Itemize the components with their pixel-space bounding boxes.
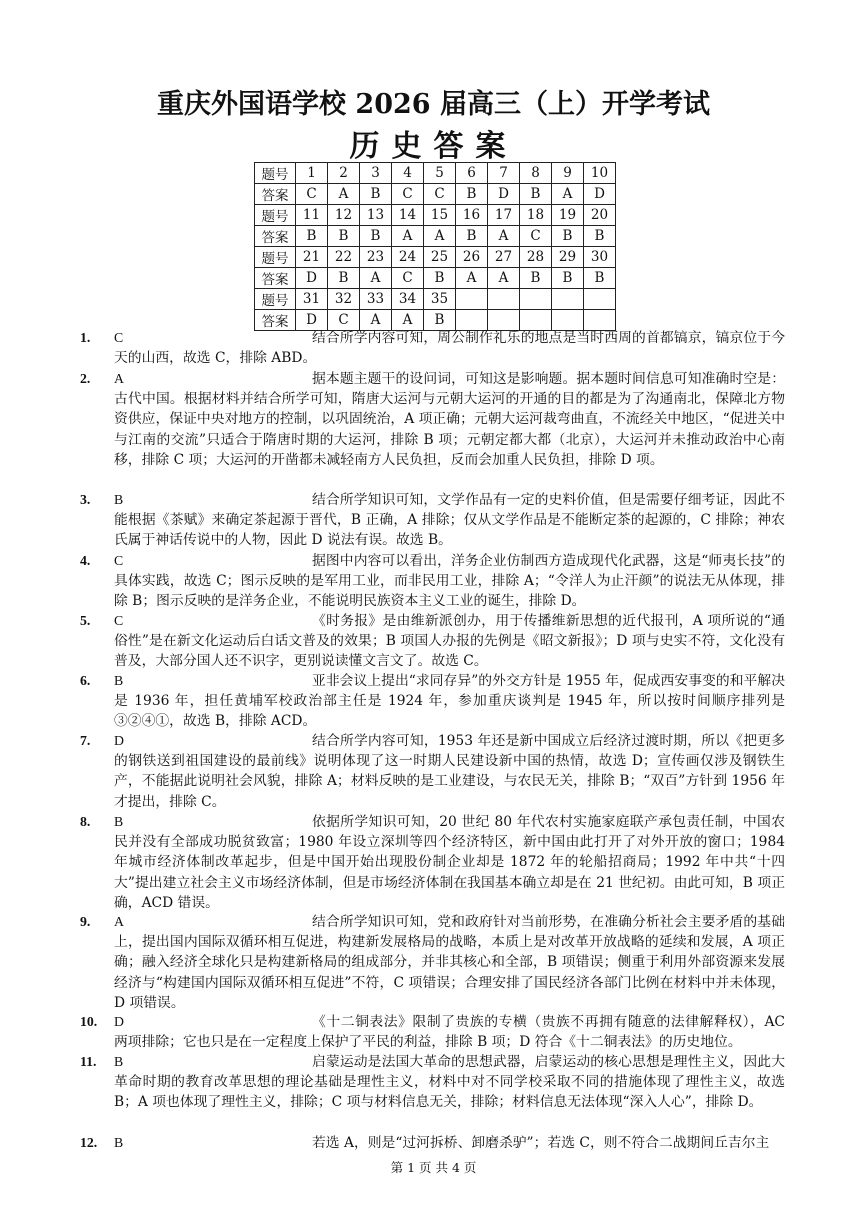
answer-table-cell: D [296, 310, 328, 331]
answer-table-row [255, 184, 616, 205]
answer-table-cell: B [296, 226, 328, 247]
answer-table-cell [584, 289, 616, 310]
explanation-text: 据本题主题干的设问词，可知这是影响题。据本题时间信息可知准确时空是：古代中国。根据材料并结合所学可知，隋唐大运河与元朝大运河的开通的目的都是为了沟通南北，保障北方物资供应，保证中央对地方的控制，以巩固统治，A 项正确；元朝大运河裁弯曲直，不流经关中地区，“促进关中与江南的交流”只适合于隋唐时期的大运河，排除 B 项；元朝定都大都（北京），大运河并未推动政治中心南移，排除 C 项；大运河的开凿都未减轻南方人民负担，反而会加重人民负担，排除 D 项。 [114, 371, 785, 468]
answer-table-cell: 22 [328, 247, 360, 268]
answer-table-row-label: 题号 [255, 163, 296, 184]
answer-table-cell: C [520, 226, 552, 247]
answer-key: B [114, 673, 124, 688]
answer-table-row [255, 163, 616, 184]
question-number: 12. [80, 1135, 98, 1150]
explanation-text: 结合所学内容可知，周公制作礼乐的地点是当时西周的首都镐京，镐京位于今天的山西，故选 C，排除 ABD。 [114, 330, 785, 367]
answer-table-cell: C [392, 184, 424, 205]
answer-table-row-label: 答案 [255, 268, 296, 289]
answer-table-cell: A [360, 268, 392, 289]
answer-table-cell: B [456, 226, 488, 247]
answer-key: A [114, 371, 124, 386]
answer-table-cell: 32 [328, 289, 360, 310]
answer-table-cell: 16 [456, 205, 488, 226]
explanation-item [80, 912, 785, 1013]
explanation-item [80, 551, 785, 612]
answer-table-cell: C [328, 310, 360, 331]
explanation-item [80, 671, 785, 732]
answer-table-cell: 26 [456, 247, 488, 268]
answer-key: C [114, 553, 124, 568]
explanation-text: 依据所学知识可知，20 世纪 80 年代农村实施家庭联产承包责任制，中国农民并没有全部成功脱贫致富；1980 年设立深圳等四个经济特区，新中国由此打开了对外开放的窗口；1984 年城市经济体制改革起步，但是中国开始出现股份制企业却是 1872 年的轮船招商局；1992 年中共“十四大”提出建立社会主义市场经济体制，但是市场经济体制在我国基本确立却是在 21 世纪初。由此可知，B 项正确，ACD 错误。 [114, 814, 785, 911]
answer-table-cell: B [360, 184, 392, 205]
explanation-item [80, 1052, 785, 1113]
answer-table-cell: 17 [488, 205, 520, 226]
answer-table-row [255, 205, 616, 226]
explanation-text: 若选 A，则是“过河拆桥、卸磨杀驴”；若选 C，则不符合二战期间丘吉尔主 [312, 1135, 770, 1151]
explanation-item [80, 731, 785, 812]
answer-table-cell [520, 289, 552, 310]
question-number: 2. [80, 371, 91, 386]
answer-table-cell: 33 [360, 289, 392, 310]
answer-table-cell: B [520, 268, 552, 289]
answer-table-cell: 7 [488, 163, 520, 184]
answer-key: D [114, 733, 124, 748]
answer-table-cell: 18 [520, 205, 552, 226]
answer-table-row [255, 247, 616, 268]
answer-table-row-label: 答案 [255, 310, 296, 331]
question-number: 8. [80, 814, 91, 829]
answer-table-cell: 14 [392, 205, 424, 226]
answer-table-cell: 13 [360, 205, 392, 226]
question-number: 10. [80, 1014, 98, 1029]
answer-key: A [114, 914, 124, 929]
answer-table-row-label: 题号 [255, 205, 296, 226]
answer-table-cell: A [424, 226, 456, 247]
answer-table-cell: 20 [584, 205, 616, 226]
explanation-text: 结合所学内容可知，1953 年还是新中国成立后经济过渡时期，所以《把更多的钢铁送到祖国建设的最前线》说明体现了这一时期人民建设新中国的热情，故选 D；宣传画仅涉及钢铁生产，不能据此说明社会风貌，排除 A；材料反映的是工业建设，与农民无关，排除 B；“双百”方针到 1956 年才提出，排除 C。 [114, 733, 785, 810]
explanation-text: 据图中内容可以看出，洋务企业仿制西方造成现代化武器，这是“师夷长技”的具体实践，故选 C；图示反映的是军用工业，而非民用工业，排除 A；“令洋人为止汗颜”的说法无从体现，排除 B；图示反映的是洋务企业，不能说明民族资本主义工业的诞生，排除 D。 [114, 553, 785, 610]
answer-table-cell: 9 [552, 163, 584, 184]
answer-key: B [114, 1135, 124, 1150]
answer-table-cell: D [584, 184, 616, 205]
answer-table-cell: 8 [520, 163, 552, 184]
answer-table [254, 162, 616, 331]
answer-table-cell: 24 [392, 247, 424, 268]
answer-table-cell: 31 [296, 289, 328, 310]
answer-table-cell: C [392, 268, 424, 289]
answer-table-row [255, 226, 616, 247]
answer-table-cell: B [328, 226, 360, 247]
answer-key: C [114, 613, 124, 628]
explanation-item [80, 490, 785, 551]
answer-table-cell: B [424, 268, 456, 289]
answer-table-cell: 30 [584, 247, 616, 268]
answer-table-cell: C [424, 184, 456, 205]
answer-table-cell: A [552, 184, 584, 205]
question-number: 7. [80, 733, 91, 748]
answer-table-cell: 27 [488, 247, 520, 268]
question-number: 6. [80, 673, 91, 688]
explanation-text: 启蒙运动是法国大革命的思想武器，启蒙运动的核心思想是理性主义，因此大革命时期的教育改革思想的理论基础是理性主义，材料中对不同学校采取不同的措施体现了理性主义，故选 B；A 项也体现了理性主义，排除；C 项与材料信息无关，排除；材料信息无法体现“深入人心”，排除 D。 [114, 1054, 785, 1111]
answer-table-cell: 5 [424, 163, 456, 184]
explanation-item [80, 611, 785, 672]
answer-key: B [114, 492, 124, 507]
explanation-text: 结合所学知识可知，党和政府针对当前形势，在准确分析社会主要矛盾的基础上，提出国内国际双循环相互促进，构建新发展格局的战略，本质上是对改革开放战略的延续和发展，A 项正确；融入经济全球化只是构建新格局的组成部分，并非其核心和全部，B 项错误；侧重于利用外部资源来发展经济与“构建国内国际双循环相互促进”不符，C 项错误；合理安排了国民经济各部门比例在材料中并未体现，D 项错误。 [114, 914, 785, 1011]
answer-table-cell: B [520, 184, 552, 205]
answer-table-row-label: 答案 [255, 184, 296, 205]
answer-table-cell: 35 [424, 289, 456, 310]
question-number: 9. [80, 914, 91, 929]
answer-key: B [114, 1054, 124, 1069]
answer-table-row-label: 题号 [255, 289, 296, 310]
answer-table-cell [488, 289, 520, 310]
answer-table-cell: 4 [392, 163, 424, 184]
answer-table-cell: A [360, 310, 392, 331]
explanation-text: 《时务报》是由维新派创办，用于传播维新思想的近代报刊，A 项所说的“通俗性”是在新文化运动后白话文普及的效果；B 项国人办报的先例是《昭文新报》；D 项与史实不符，文化没有普及，大部分国人还不识字，更别说读懂文言文了。故选 C。 [114, 613, 785, 670]
answer-table-cell: B [552, 226, 584, 247]
explanation-item [80, 1012, 785, 1052]
page-title: 重庆外国语学校 2026 届高三（上）开学考试 [157, 89, 710, 120]
answer-table-cell: A [456, 268, 488, 289]
explanation-item [80, 369, 785, 470]
answer-table-cell: 15 [424, 205, 456, 226]
explanation-item [80, 1133, 785, 1153]
answer-table-cell: 29 [552, 247, 584, 268]
answer-table-cell: B [328, 268, 360, 289]
answer-table-cell: 34 [392, 289, 424, 310]
answer-table-cell: 1 [296, 163, 328, 184]
answer-table-cell: 11 [296, 205, 328, 226]
answer-table-cell: 6 [456, 163, 488, 184]
answer-table-cell: 28 [520, 247, 552, 268]
answer-table-cell: B [456, 184, 488, 205]
answer-table-cell: 12 [328, 205, 360, 226]
answer-table-row-label: 题号 [255, 247, 296, 268]
question-number: 5. [80, 613, 91, 628]
answer-table-cell: D [296, 268, 328, 289]
answer-table-cell: A [488, 268, 520, 289]
answer-table-cell [552, 289, 584, 310]
answer-table-row [255, 268, 616, 289]
answer-table-cell: 23 [360, 247, 392, 268]
answer-table-row-label: 答案 [255, 226, 296, 247]
answer-key: D [114, 1014, 124, 1029]
answer-table-cell: D [488, 184, 520, 205]
explanation-text: 结合所学知识可知，文学作品有一定的史料价值，但是需要仔细考证，因此不能根据《茶赋》来确定茶起源于晋代，B 正确，A 排除；仅从文学作品是不能断定茶的起源的，C 排除；神农氏属于神话传说中的人物，因此 D 说法有误。故选 B。 [114, 492, 785, 549]
answer-table-cell: 25 [424, 247, 456, 268]
answer-table-cell: A [328, 184, 360, 205]
answer-table-cell: A [392, 226, 424, 247]
question-number: 1. [80, 330, 91, 345]
answer-table-cell: B [584, 226, 616, 247]
answer-table-cell: 2 [328, 163, 360, 184]
answer-table-cell: A [392, 310, 424, 331]
answer-table-cell [456, 289, 488, 310]
answer-table-cell: B [424, 310, 456, 331]
answer-table-cell: B [552, 268, 584, 289]
answer-table-cell: C [296, 184, 328, 205]
answer-table-cell: 10 [584, 163, 616, 184]
answer-table-cell: 3 [360, 163, 392, 184]
explanation-item [80, 812, 785, 913]
answer-key: B [114, 814, 124, 829]
answer-table-cell: B [360, 226, 392, 247]
answer-table-cell: B [584, 268, 616, 289]
question-number: 4. [80, 553, 91, 568]
explanation-text: 《十二铜表法》限制了贵族的专横（贵族不再拥有随意的法律解释权），AC 两项排除；它也只是在一定程度上保护了平民的利益，排除 B 项；D 符合《十二铜表法》的历史地位。 [114, 1014, 785, 1051]
answer-table-cell: 21 [296, 247, 328, 268]
answer-table-cell: A [488, 226, 520, 247]
page-footer: 第 1 页 共 4 页 [390, 1160, 477, 1175]
question-number: 3. [80, 492, 91, 507]
answer-table-cell: 19 [552, 205, 584, 226]
answer-key: C [114, 330, 124, 345]
page-subtitle: 历史答案 [349, 129, 518, 164]
explanation-text: 亚非会议上提出“求同存异”的外交方针是 1955 年，促成西安事变的和平解决是 1936 年，担任黄埔军校政治部主任是 1924 年，参加重庆谈判是 1945 年，所以按时间顺序排列是③②④①，故选 B，排除 ACD。 [114, 673, 785, 730]
question-number: 11. [80, 1054, 97, 1069]
answer-table-row [255, 289, 616, 310]
explanation-item [80, 328, 785, 368]
